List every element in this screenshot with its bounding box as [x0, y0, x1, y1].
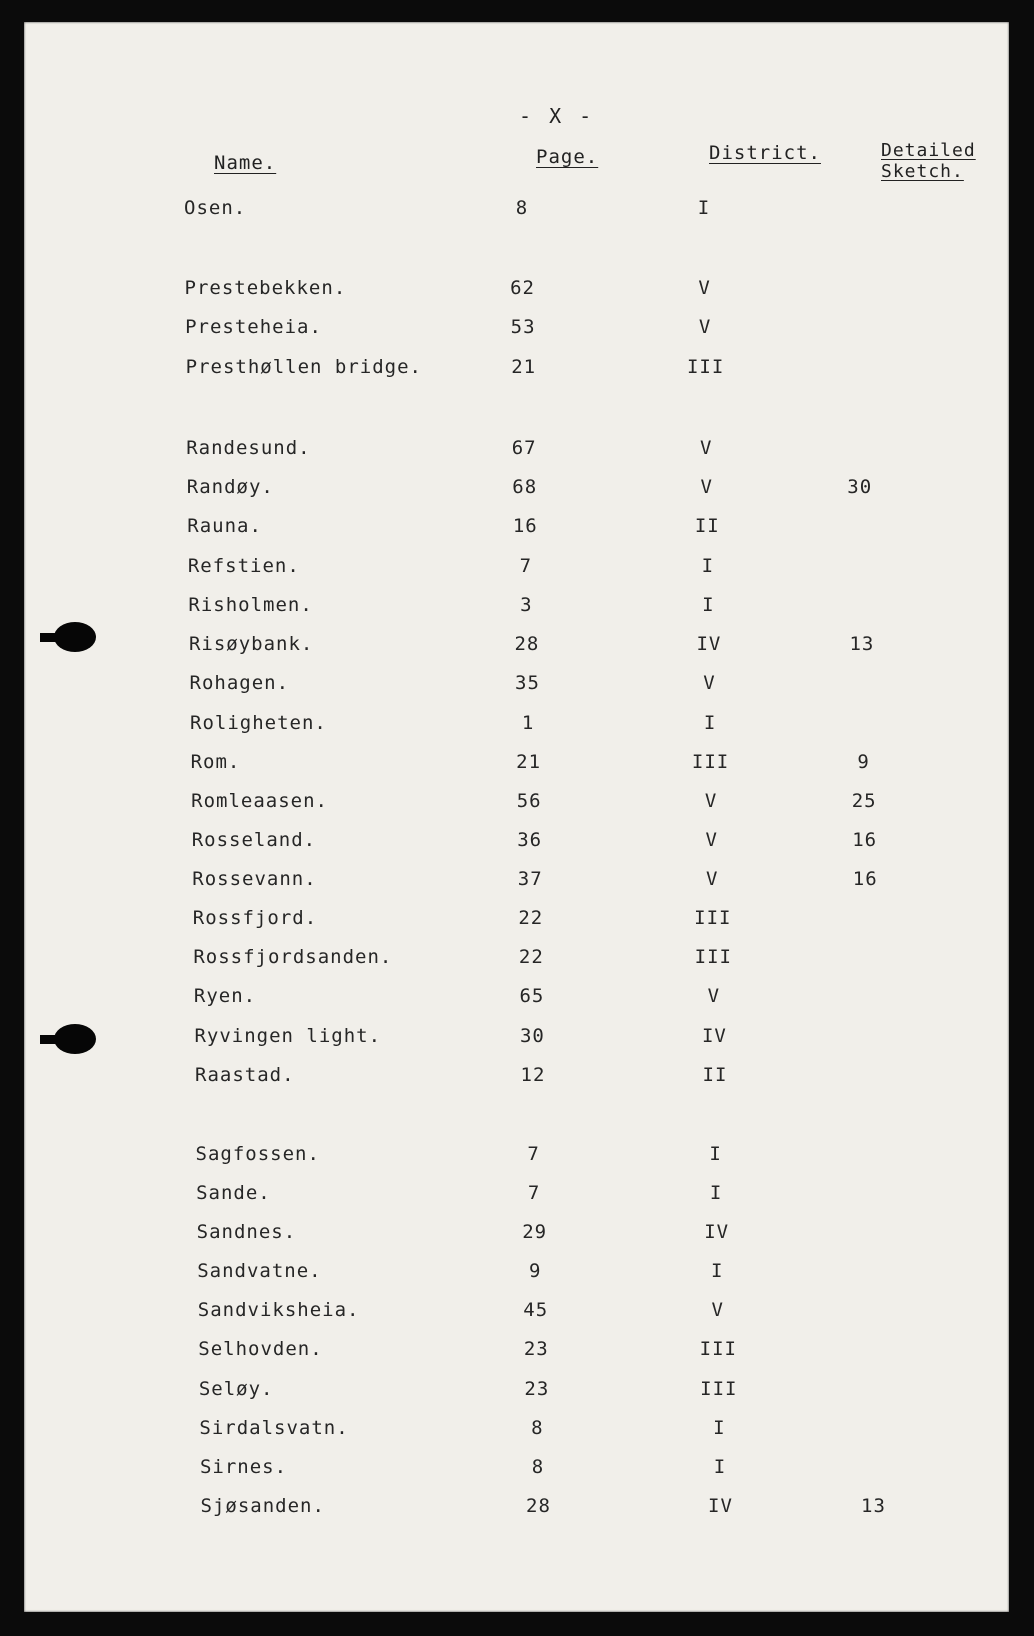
entry-district: V	[703, 672, 716, 694]
entry-name: Rossfjord.	[192, 907, 318, 929]
entry-name: Romleaasen.	[191, 790, 328, 812]
entry-district: III	[700, 1378, 738, 1400]
entry-sketch: 13	[861, 1495, 886, 1517]
entry-name: Risholmen.	[188, 594, 313, 616]
entry-district: V	[698, 316, 712, 338]
table-row	[24, 1378, 1009, 1408]
entry-page: 28	[514, 633, 540, 655]
entry-name: Rosseland.	[191, 829, 317, 851]
entry-sketch: 16	[852, 829, 878, 851]
document-page	[24, 22, 1009, 1612]
entry-page: 22	[518, 907, 544, 929]
entry-name: Sandnes.	[196, 1221, 297, 1243]
column-header-district: District.	[709, 142, 821, 164]
entry-name: Rauna.	[187, 515, 262, 537]
entry-district: IV	[701, 1025, 727, 1047]
entry-name: Refstien.	[187, 555, 300, 577]
table-row	[24, 356, 1009, 386]
table-row	[24, 907, 1009, 937]
entry-district: V	[707, 985, 721, 1007]
table-row	[24, 1338, 1009, 1368]
entry-district: V	[706, 868, 719, 890]
table-row	[24, 1064, 1009, 1094]
entry-district: V	[700, 476, 713, 498]
table-row	[24, 751, 1009, 781]
entry-name: Ryen.	[193, 985, 257, 1007]
sketch-header-line1: Detailed	[881, 140, 976, 161]
entry-name: Sirnes.	[199, 1456, 288, 1478]
entry-name: Sagfossen.	[195, 1143, 320, 1165]
entry-name: Seløy.	[198, 1378, 274, 1400]
entry-page: 65	[519, 985, 545, 1007]
table-row	[24, 1025, 1009, 1055]
entry-page: 67	[511, 437, 537, 459]
entry-district: I	[713, 1456, 727, 1478]
entry-name: Raastad.	[195, 1064, 295, 1086]
entry-district: I	[713, 1417, 726, 1439]
entry-district: I	[709, 1182, 723, 1204]
table-row	[24, 277, 1009, 307]
table-row	[24, 790, 1009, 820]
entry-name: Rom.	[190, 751, 241, 773]
table-row	[24, 437, 1009, 467]
entry-page: 7	[527, 1143, 540, 1165]
table-row	[24, 985, 1009, 1015]
entry-name: Sirdalsvatn.	[199, 1417, 349, 1439]
entry-district: V	[699, 437, 713, 459]
entry-page: 37	[517, 868, 543, 890]
entry-name: Osen.	[184, 197, 247, 219]
table-row	[24, 1143, 1009, 1173]
table-row	[24, 515, 1009, 545]
entry-district: III	[691, 751, 730, 773]
entry-sketch: 13	[849, 633, 875, 655]
entry-page: 23	[524, 1378, 550, 1400]
entry-district: III	[694, 946, 732, 968]
entry-district: III	[694, 907, 732, 929]
table-row	[24, 672, 1009, 702]
entry-page: 23	[523, 1338, 549, 1360]
table-row	[24, 1299, 1009, 1329]
table-row	[24, 476, 1009, 506]
page-number: - X -	[519, 104, 595, 128]
table-row	[24, 1182, 1009, 1212]
entry-name: Sjøsanden.	[200, 1495, 325, 1517]
entry-page: 53	[510, 316, 536, 338]
entry-district: I	[709, 1143, 722, 1165]
table-row	[24, 829, 1009, 859]
table-row	[24, 1456, 1009, 1486]
entry-name: Rossevann.	[192, 868, 317, 890]
entry-page: 30	[519, 1025, 545, 1047]
entry-district: II	[694, 515, 720, 537]
entry-district: IV	[704, 1221, 730, 1243]
entry-page: 21	[511, 356, 537, 378]
table-row	[24, 868, 1009, 898]
entry-district: I	[701, 555, 715, 577]
table-row	[24, 946, 1009, 976]
entry-page: 3	[520, 594, 533, 616]
entry-district: V	[705, 829, 718, 851]
table-row	[24, 1260, 1009, 1290]
entry-district: I	[697, 197, 711, 219]
entry-page: 35	[515, 672, 540, 694]
entry-page: 45	[523, 1299, 549, 1321]
entry-name: Randesund.	[186, 437, 311, 459]
sketch-header-line2: Sketch.	[881, 161, 964, 182]
entry-district: II	[702, 1064, 728, 1086]
entry-name: Sandvatne.	[197, 1260, 322, 1282]
entry-sketch: 25	[851, 790, 877, 812]
column-header-name: Name.	[214, 152, 277, 174]
table-row	[24, 1495, 1009, 1525]
entry-page: 16	[512, 515, 538, 537]
entry-name: Presthøllen bridge.	[185, 356, 422, 378]
entry-name: Prestebekken.	[184, 277, 347, 299]
entry-name: Presteheia.	[185, 316, 322, 338]
entry-district: IV	[708, 1495, 733, 1517]
entry-page: 36	[517, 829, 543, 851]
entry-name: Rohagen.	[189, 672, 290, 694]
entry-name: Risøybank.	[188, 633, 314, 655]
entry-page: 62	[510, 277, 535, 299]
column-header-detailed-sketch	[881, 140, 976, 182]
entry-page: 8	[531, 1417, 544, 1439]
entry-page: 22	[518, 946, 544, 968]
entry-district: I	[710, 1260, 724, 1282]
entry-page: 56	[516, 790, 542, 812]
entry-district: I	[703, 712, 717, 734]
entry-page: 68	[512, 476, 538, 498]
table-row	[24, 316, 1009, 346]
entry-name: Selhovden.	[198, 1338, 323, 1360]
entry-district: V	[698, 277, 711, 299]
table-row	[24, 1221, 1009, 1251]
entry-name: Randøy.	[186, 476, 274, 498]
entry-name: Rossfjordsanden.	[193, 946, 393, 968]
entry-district: I	[702, 594, 715, 616]
entry-name: Roligheten.	[190, 712, 327, 734]
entry-district: V	[711, 1299, 724, 1321]
entry-page: 1	[521, 712, 535, 734]
entry-page: 29	[522, 1221, 548, 1243]
entry-page: 9	[528, 1260, 542, 1282]
entry-name: Sandviksheia.	[197, 1299, 360, 1321]
entry-sketch: 30	[847, 476, 873, 498]
entry-page: 7	[519, 555, 533, 577]
table-row	[24, 555, 1009, 585]
table-row	[24, 594, 1009, 624]
table-row	[24, 197, 1009, 227]
entry-page: 21	[516, 751, 542, 773]
entry-name: Ryvingen light.	[194, 1025, 382, 1047]
entry-page: 12	[520, 1064, 546, 1086]
entry-district: IV	[696, 633, 722, 655]
entry-name: Sande.	[196, 1182, 271, 1204]
table-row	[24, 633, 1009, 663]
entry-sketch: 16	[852, 868, 878, 890]
entry-page: 7	[527, 1182, 541, 1204]
entry-district: III	[686, 356, 725, 378]
entry-page: 8	[531, 1456, 545, 1478]
table-row	[24, 712, 1009, 742]
entry-district: III	[699, 1338, 737, 1360]
entry-page: 28	[526, 1495, 551, 1517]
entry-sketch: 9	[857, 751, 870, 773]
entry-district: V	[704, 790, 718, 812]
table-row	[24, 1417, 1009, 1447]
column-header-page: Page.	[536, 146, 599, 168]
entry-page: 8	[515, 197, 529, 219]
